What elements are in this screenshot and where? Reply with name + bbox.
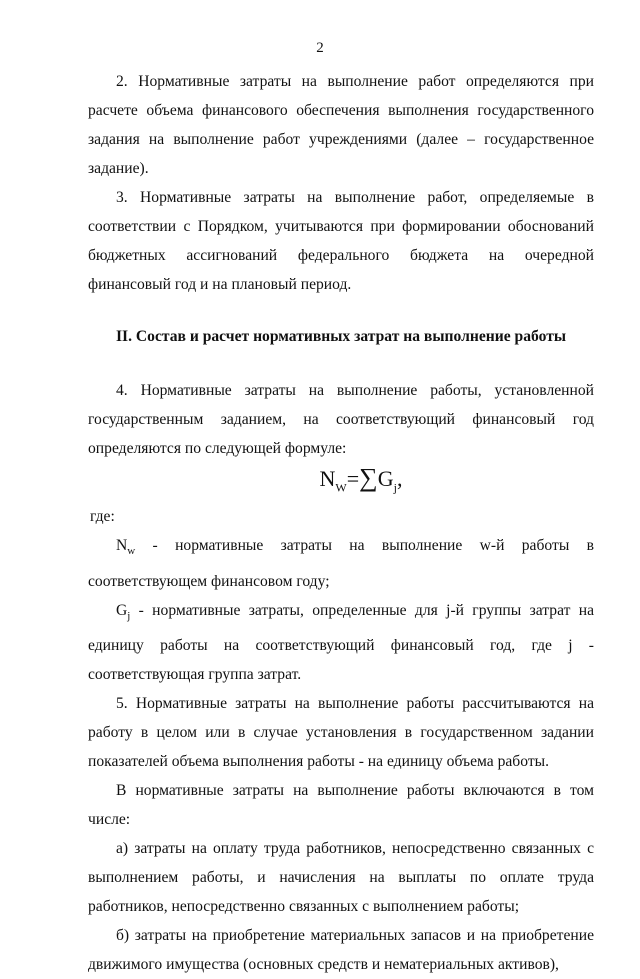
def-nw-sub: w: [127, 545, 136, 558]
item-a: а) затраты на оплату труда работников, непосредственно связанных с выполнением работы, и начисления на выплаты по оплате труда работников, непосредственно связанных с выполнением работы;: [88, 839, 594, 915]
spacer: [88, 299, 594, 322]
definition-nw: [88, 531, 594, 595]
paragraph-6: В нормативные затраты на выполнение работы включаются в том числе:: [88, 781, 594, 828]
def-nw-symbol: N: [116, 537, 128, 555]
def-nw-text: - нормативные затраты на выполнение w-й работы в соответствующем финансовом году;: [88, 537, 594, 590]
spacer: [88, 351, 594, 376]
paragraph-5: 5. Нормативные затраты на выполнение работы рассчитываются на работу в целом или в случае установления в государственном задании показателей объема выполнения работы - на единицу объема работы.: [88, 694, 594, 770]
formula-sum: ∑: [359, 463, 378, 492]
paragraph-4: 4. Нормативные затраты на выполнение работы, установленной государственным заданием, на соответствующий финансовый год определяются по следующей формуле:: [88, 382, 594, 457]
section-heading: II. Состав и расчет нормативных затрат на выполнение работы: [115, 328, 567, 345]
formula-tail: ,: [396, 466, 403, 491]
formula-lhs: N: [319, 466, 336, 491]
page-number: 2: [316, 40, 324, 56]
paragraph-3: 3. Нормативные затраты на выполнение работ, определяемые в соответствии с Порядком, учитываются при формировании обоснований бюджетных ассигнований федерального бюджета на очередной финансовый год и на плановый период.: [88, 189, 594, 293]
def-gj-symbol: G: [116, 601, 128, 619]
paragraph-2: 2. Нормативные затраты на выполнение работ определяются при расчете объема финансового обеспечения выполнения государственного задания на выполнение работ учреждениями (далее – государственное задание).: [88, 73, 594, 177]
document-body: [88, 67, 594, 979]
formula-eq: =: [346, 466, 360, 491]
def-gj-sub: j: [127, 609, 131, 622]
formula: [88, 463, 594, 502]
formula-lhs-sub: W: [335, 480, 347, 495]
definition-gj: [88, 596, 594, 689]
formula-rhs-sub: j: [393, 480, 397, 495]
item-b: б) затраты на приобретение материальных запасов и на приобретение движимого имущества (основных средств и нематериальных активов),: [88, 926, 594, 973]
where-label: где:: [90, 508, 115, 526]
formula-rhs: G: [377, 466, 394, 491]
def-gj-text: - нормативные затраты, определенные для j-й группы затрат на единицу работы на соответствующий финансовый год, где j - соответствующая группа затрат.: [88, 601, 594, 683]
